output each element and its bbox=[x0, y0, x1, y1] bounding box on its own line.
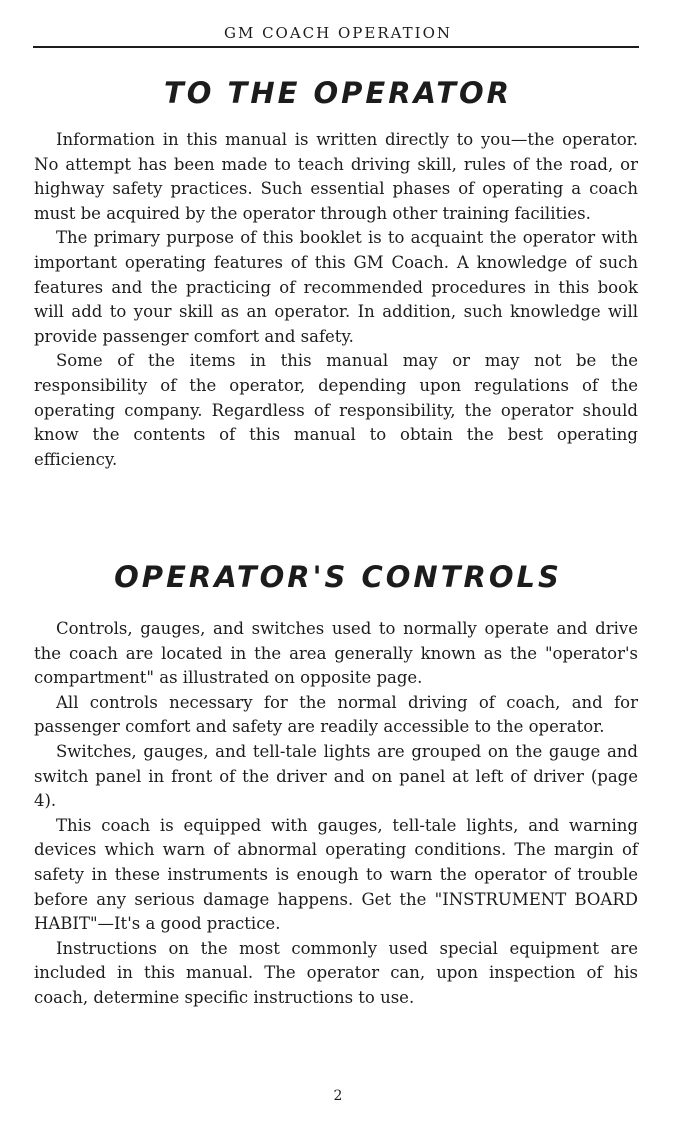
paragraph: Controls, gauges, and switches used to normally operate and drive the coach are located in the area generally known as the "operator's compartment" as illustrated on opposite page. bbox=[34, 619, 638, 688]
paragraph: Instructions on the most commonly used special equipment are included in this manual. The operator can, upon inspection of his coach, determine specific instructions to use. bbox=[34, 938, 638, 1007]
section-body-operators-controls bbox=[34, 617, 638, 1011]
page-number: 2 bbox=[333, 1088, 343, 1104]
paragraph: Information in this manual is written directly to you—the operator. No attempt has been made to teach driving skill, rules of the road, or highway safety practices. Such essential phases of operating a coach must be acquired by the operator through other training facilities. bbox=[34, 130, 638, 223]
paragraph: The primary purpose of this booklet is to acquaint the operator with important operating features of this GM Coach. A knowledge of such features and the practicing of recommended procedures in this book will add to your skill as an operator. In addition, such knowledge will provide passenger comfort and safety. bbox=[34, 228, 638, 346]
paragraph: This coach is equipped with gauges, tell-tale lights, and warning devices which warn of abnormal operating conditions. The margin of safety in these instruments is enough to warn the operator of trouble before any serious damage happens. Get the "INSTRUMENT BOARD HABIT"—It's a good practice. bbox=[34, 815, 638, 934]
running-head: GM COACH OPERATION bbox=[223, 24, 453, 42]
paragraph: All controls necessary for the normal driving of coach, and for passenger comfort and safety are readily accessible to the operator. bbox=[34, 692, 638, 737]
section-title-to-the-operator: TO THE OPERATOR bbox=[164, 76, 512, 110]
paragraph: Switches, gauges, and tell-tale lights are grouped on the gauge and switch panel in front of the driver and on panel at left of driver (page 4). bbox=[34, 741, 638, 811]
section-body-to-the-operator bbox=[34, 128, 638, 472]
header-rule bbox=[33, 46, 639, 48]
paragraph: Some of the items in this manual may or may not be the responsibility of the operator, depending upon regulations of the operating company. Regardless of responsibility, the operator should know the contents of this manual to obtain the best operating efficiency. bbox=[34, 351, 638, 469]
section-title-operators-controls: OPERATOR'S CONTROLS bbox=[114, 560, 562, 594]
